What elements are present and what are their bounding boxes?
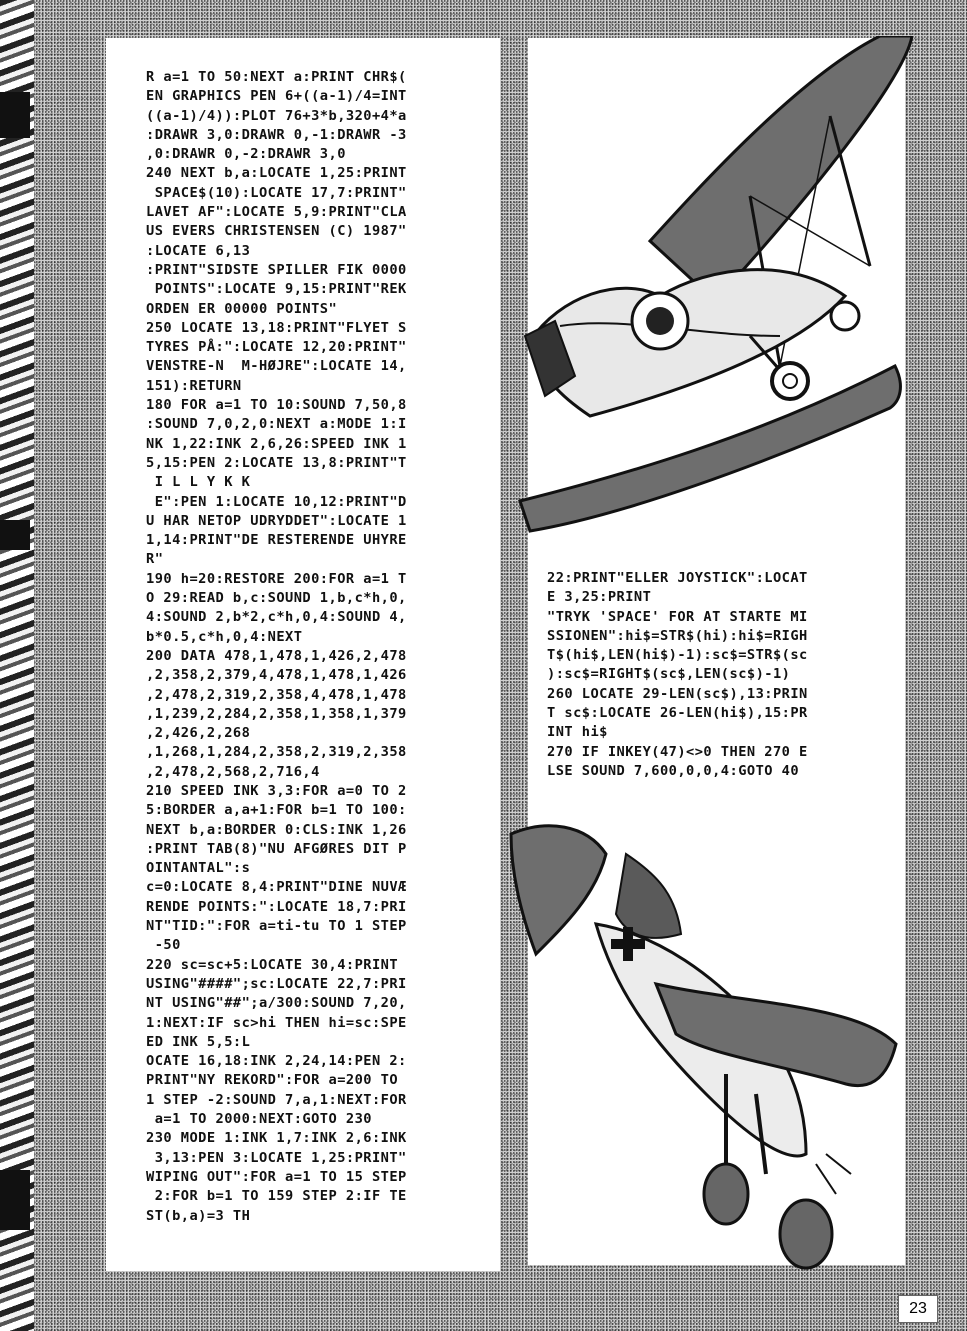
code-line: 5,15:PEN 2:LOCATE 13,8:PRINT"T bbox=[146, 454, 407, 471]
left-border-strip bbox=[0, 0, 34, 1331]
code-line: R a=1 TO 50:NEXT a:PRINT CHR$( bbox=[146, 69, 407, 85]
code-line: :DRAWR 3,0:DRAWR 0,-1:DRAWR -3 bbox=[146, 126, 407, 143]
code-line: a=1 TO 2000:NEXT:GOTO 230 bbox=[146, 1111, 372, 1128]
code-line: 22:PRINT"ELLER JOYSTICK":LOCAT bbox=[547, 570, 808, 586]
code-line: ,2,478,2,319,2,358,4,478,1,478 bbox=[146, 686, 407, 703]
code-line: SSIONEN":hi$=STR$(hi):hi$=RIGH bbox=[547, 627, 808, 644]
code-line: U HAR NETOP UDRYDDET":LOCATE 1 bbox=[146, 512, 407, 529]
code-line: 190 h=20:RESTORE 200:FOR a=1 T bbox=[146, 570, 407, 587]
code-line: EN GRAPHICS PEN 6+((a-1)/4=INT bbox=[146, 88, 407, 105]
code-line: 4:SOUND 2,b*2,c*h,0,4:SOUND 4, bbox=[146, 609, 407, 626]
code-line: NT"TID:":FOR a=ti-tu TO 1 STEP bbox=[146, 918, 407, 935]
code-line: 1 STEP -2:SOUND 7,a,1:NEXT:FOR bbox=[146, 1091, 407, 1108]
code-line: RENDE POINTS:":LOCATE 18,7:PRI bbox=[146, 898, 407, 915]
code-line: 220 sc=sc+5:LOCATE 30,4:PRINT bbox=[146, 956, 399, 973]
code-line: ,2,478,2,568,2,716,4 bbox=[146, 763, 320, 780]
code-line: OINTANTAL":s bbox=[146, 860, 251, 877]
code-line: 1,14:PRINT"DE RESTERENDE UHYRE bbox=[146, 532, 407, 549]
decor-block bbox=[0, 520, 30, 550]
code-line: NK 1,22:INK 2,6,26:SPEED INK 1 bbox=[146, 435, 407, 452]
code-line: E":PEN 1:LOCATE 10,12:PRINT"D bbox=[146, 493, 407, 510]
decor-block bbox=[0, 92, 30, 138]
code-line: E 3,25:PRINT bbox=[547, 589, 652, 606]
code-line: b*0.5,c*h,0,4:NEXT bbox=[146, 628, 303, 645]
code-line: US EVERS CHRISTENSEN (C) 1987" bbox=[146, 223, 407, 240]
code-line: 200 DATA 478,1,478,1,426,2,478 bbox=[146, 647, 407, 664]
code-line: :SOUND 7,0,2,0:NEXT a:MODE 1:I bbox=[146, 416, 407, 433]
code-line: ED INK 5,5:L bbox=[146, 1033, 251, 1050]
code-line: LSE SOUND 7,600,0,0,4:GOTO 40 bbox=[547, 762, 800, 779]
code-line: :PRINT TAB(8)"NU AFGØRES DIT P bbox=[146, 840, 407, 857]
code-line: 180 FOR a=1 TO 10:SOUND 7,50,8 bbox=[146, 397, 407, 414]
code-line: 270 IF INKEY(47)<>0 THEN 270 E bbox=[547, 743, 808, 760]
code-line: TYRES PÅ:":LOCATE 12,20:PRINT" bbox=[146, 339, 407, 356]
code-line: SPACE$(10):LOCATE 17,7:PRINT" bbox=[146, 184, 407, 201]
code-line: 260 LOCATE 29-LEN(sc$),13:PRIN bbox=[547, 685, 808, 702]
code-line: 3,13:PEN 3:LOCATE 1,25:PRINT" bbox=[146, 1149, 407, 1166]
code-line: ,1,268,1,284,2,358,2,319,2,358 bbox=[146, 744, 407, 761]
code-line: ST(b,a)=3 TH bbox=[146, 1207, 251, 1224]
code-line: ORDEN ER 00000 POINTS" bbox=[146, 300, 338, 317]
decor-block bbox=[0, 1170, 30, 1230]
biplane-illustration bbox=[500, 36, 920, 556]
code-line: PRINT"NY REKORD":FOR a=200 TO bbox=[146, 1072, 399, 1089]
code-line: 5:BORDER a,a+1:FOR b=1 TO 100: bbox=[146, 802, 407, 819]
code-line: OCATE 16,18:INK 2,24,14:PEN 2: bbox=[146, 1053, 407, 1070]
code-line: ((a-1)/4)):PLOT 76+3*b,320+4*a bbox=[146, 107, 407, 124]
code-line: 2:FOR b=1 TO 159 STEP 2:IF TE bbox=[146, 1188, 407, 1205]
code-line: LAVET AF":LOCATE 5,9:PRINT"CLA bbox=[146, 204, 407, 221]
code-line: ,2,358,2,379,4,478,1,478,1,426 bbox=[146, 667, 407, 684]
code-line: ):sc$=RIGHT$(sc$,LEN(sc$)-1) bbox=[547, 666, 791, 683]
code-line: 1:NEXT:IF sc>hi THEN hi=sc:SPE bbox=[146, 1014, 407, 1031]
code-line: 240 NEXT b,a:LOCATE 1,25:PRINT bbox=[146, 165, 407, 182]
code-line: O 29:READ b,c:SOUND 1,b,c*h,0, bbox=[146, 590, 407, 607]
code-line: INT hi$ bbox=[547, 724, 608, 741]
basic-listing-right bbox=[547, 569, 808, 781]
code-line: VENSTRE-N M-HØJRE":LOCATE 14, bbox=[146, 358, 407, 375]
code-line: 210 SPEED INK 3,3:FOR a=0 TO 2 bbox=[146, 782, 407, 799]
page-number: 23 bbox=[898, 1295, 938, 1323]
code-line: c=0:LOCATE 8,4:PRINT"DINE NUVÆ bbox=[146, 879, 407, 896]
code-line: 151):RETURN bbox=[146, 377, 242, 394]
code-line: ,0:DRAWR 0,-2:DRAWR 3,0 bbox=[146, 146, 346, 163]
basic-listing-left bbox=[146, 68, 407, 1226]
monoplane-illustration bbox=[506, 814, 946, 1294]
code-line: NEXT b,a:BORDER 0:CLS:INK 1,26 bbox=[146, 821, 407, 838]
code-line: :LOCATE 6,13 bbox=[146, 242, 251, 259]
code-line: :PRINT"SIDSTE SPILLER FIK 0000 bbox=[146, 261, 407, 278]
code-line: POINTS":LOCATE 9,15:PRINT"REK bbox=[146, 281, 407, 298]
code-line: USING"####";sc:LOCATE 22,7:PRI bbox=[146, 975, 407, 992]
code-line: ,1,239,2,284,2,358,1,358,1,379 bbox=[146, 705, 407, 722]
code-line: ,2,426,2,268 bbox=[146, 725, 251, 742]
code-line: R" bbox=[146, 551, 164, 568]
code-line: NT USING"##";a/300:SOUND 7,20, bbox=[146, 995, 407, 1012]
code-line: T sc$:LOCATE 26-LEN(hi$),15:PR bbox=[547, 705, 808, 722]
code-line: 250 LOCATE 13,18:PRINT"FLYET S bbox=[146, 319, 407, 336]
code-line: WIPING OUT":FOR a=1 TO 15 STEP bbox=[146, 1168, 407, 1185]
code-line: 230 MODE 1:INK 1,7:INK 2,6:INK bbox=[146, 1130, 407, 1147]
code-line: "TRYK 'SPACE' FOR AT STARTE MI bbox=[547, 608, 808, 625]
code-line: T$(hi$,LEN(hi$)-1):sc$=STR$(sc bbox=[547, 647, 808, 664]
code-line: I L L Y K K bbox=[146, 474, 251, 491]
code-line: -50 bbox=[146, 937, 181, 954]
